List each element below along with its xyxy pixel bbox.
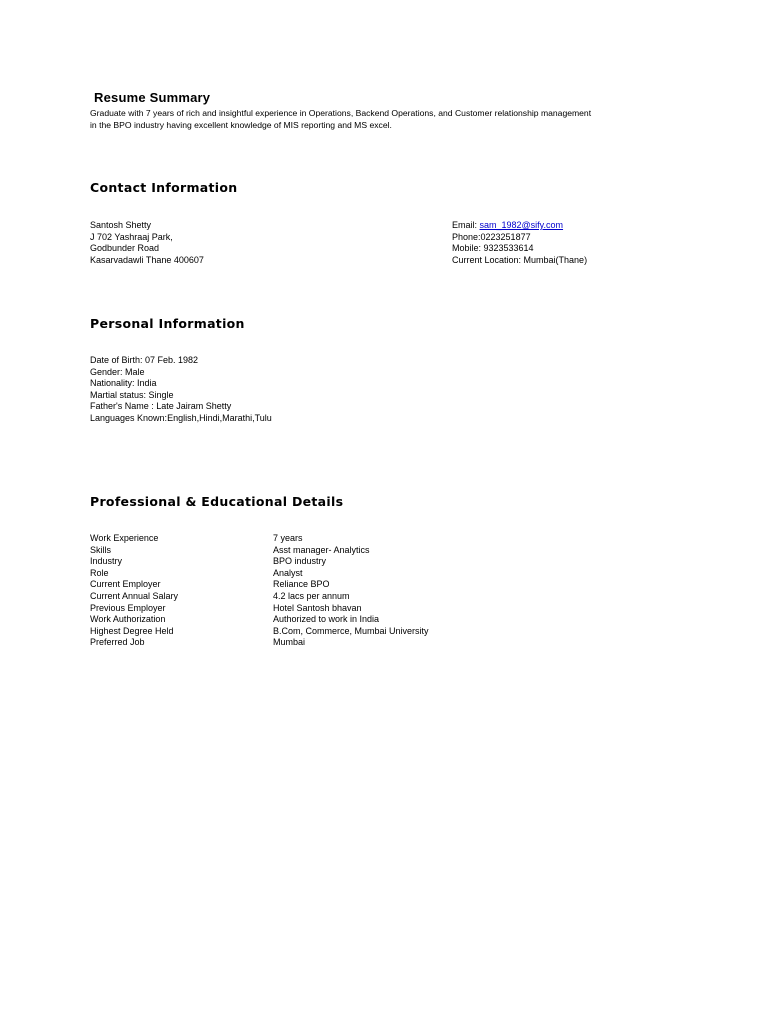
personal-marital-status: Martial status: Single [90,389,174,400]
personal-gender: Gender: Male [90,366,145,377]
professional-row-value: Reliance BPO [273,579,330,590]
professional-section-title: Professional & Educational Details [90,494,344,509]
personal-languages: Languages Known:English,Hindi,Marathi,Tulu [90,412,272,423]
contact-phone: Phone:0223251877 [452,231,531,242]
personal-dob: Date of Birth: 07 Feb. 1982 [90,355,199,365]
professional-row-label: Highest Degree Held [90,625,174,636]
professional-row-value: Authorized to work in India [273,614,380,625]
contact-email-row [452,220,587,232]
professional-row-label: Role [90,567,109,578]
professional-row-value: B.Com, Commerce, Mumbai University [273,625,429,636]
professional-labels [90,533,178,649]
professional-row-label: Previous Employer [90,602,166,613]
professional-row-label: Work Experience [90,533,159,543]
professional-row-value: Hotel Santosh bhavan [273,602,362,613]
personal-block [90,355,272,425]
summary-title: Resume Summary [94,90,211,105]
personal-section-title: Personal Information [90,316,245,331]
contact-right-block [452,220,587,266]
professional-row-label: Current Employer [90,579,161,590]
summary-text-line-1: Graduate with 7 years of rich and insightful experience in Operations, Backend Operations, and Customer relationship management [90,108,592,118]
contact-section-title: Contact Information [90,180,238,195]
professional-row-value: Mumbai [273,637,306,648]
contact-name: Santosh Shetty [90,220,152,230]
professional-values [273,533,429,649]
professional-row-label: Work Authorization [90,614,166,625]
contact-email-label: Email: [452,220,480,230]
contact-email-link[interactable]: sam_1982@sify.com [479,220,564,230]
professional-row-value: Analyst [273,567,303,578]
summary-text-line-2: in the BPO industry having excellent knowledge of MIS reporting and MS excel. [90,119,392,130]
contact-address-line-2: Godbunder Road [90,243,160,254]
professional-row-value: Asst manager- Analytics [273,544,370,555]
professional-row-label: Skills [90,544,112,555]
professional-row-value: BPO industry [273,556,327,567]
contact-location: Current Location: Mumbai(Thane) [452,254,588,265]
contact-address-line-1: J 702 Yashraaj Park, [90,231,173,242]
professional-row-value: 7 years [273,533,303,543]
contact-left-block [90,220,204,266]
professional-row-label: Current Annual Salary [90,590,179,601]
contact-address-line-3: Kasarvadawli Thane 400607 [90,254,204,265]
professional-row-value: 4.2 lacs per annum [273,590,350,601]
personal-nationality: Nationality: India [90,378,157,389]
personal-father-name: Father's Name : Late Jairam Shetty [90,401,232,412]
professional-row-label: Preferred Job [90,637,145,648]
summary-text [90,108,690,131]
professional-row-label: Industry [90,556,123,567]
contact-mobile: Mobile: 9323533614 [452,243,534,254]
